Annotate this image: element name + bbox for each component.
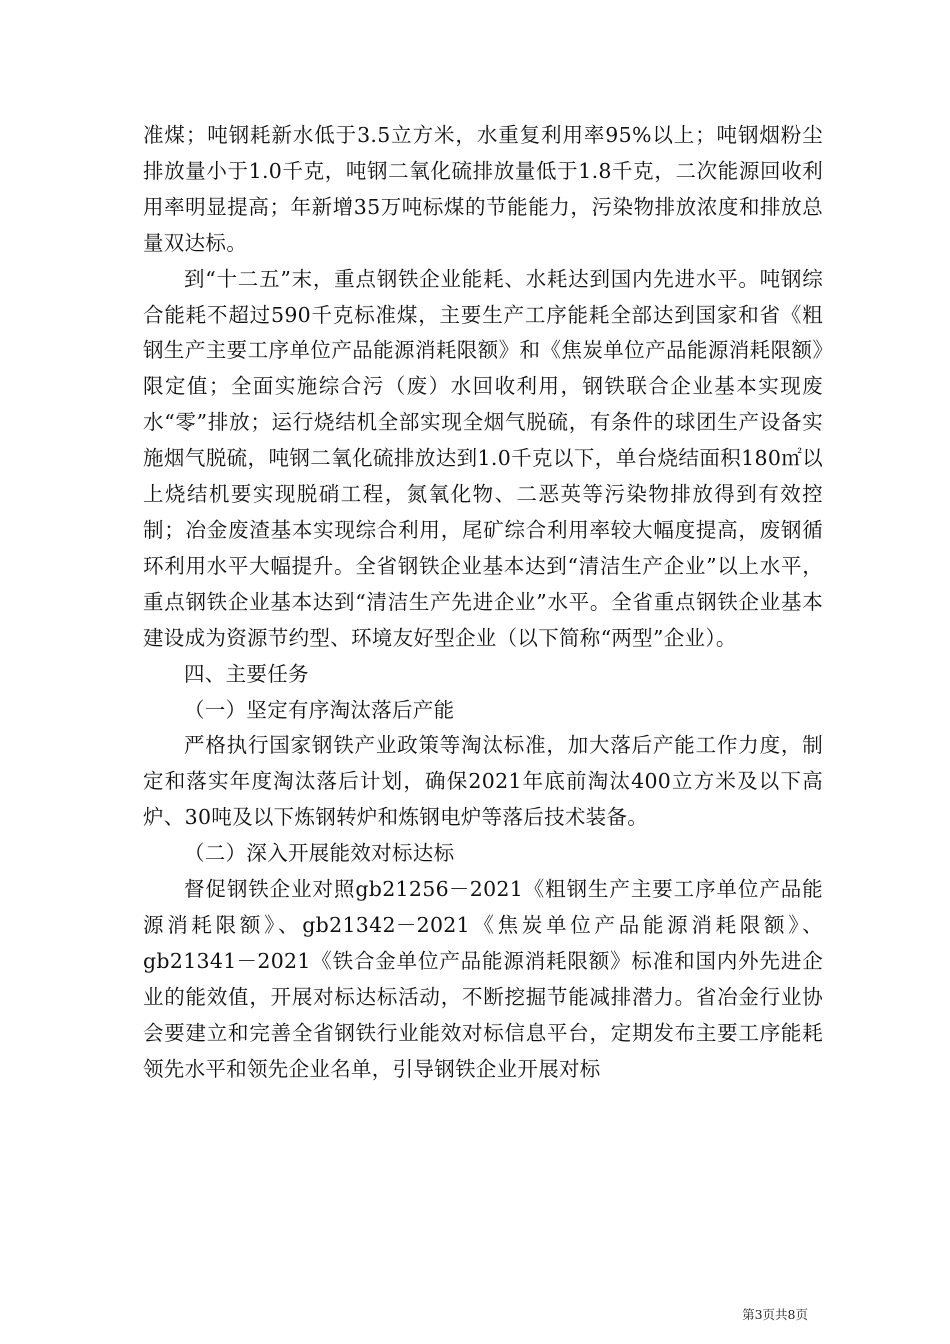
document-body — [143, 118, 823, 1087]
subsection-heading-eliminate-capacity: （一）坚定有序淘汰落后产能 — [184, 697, 455, 722]
paragraph-eliminate-capacity: 严格执行国家钢铁产业政策等淘汰标准，加大落后产能工作力度，制定和落实年度淘汰落后计划，确保2021年底前淘汰400立方米及以下高炉、30吨及以下炼钢转炉和炼钢电炉等落后技术装备。 — [143, 733, 823, 830]
subsection-heading-efficiency-benchmark: （二）深入开展能效对标达标 — [184, 841, 455, 866]
paragraph-energy-targets: 到“十二五”末，重点钢铁企业能耗、水耗达到国内先进水平。吨钢综合能耗不超过590千克标准煤，主要生产工序能耗全部达到国家和省《粗钢生产主要工序单位产品能源消耗限额》和《焦炭单位产品能源消耗限额》限定值；全面实施综合污（废）水回收利用，钢铁联合企业基本实现废水“零”排放；运行烧结机全部实现全烟气脱硫，有条件的球团生产设备实施烟气脱硫，吨钢二氧化硫排放达到1.0千克以下，单台烧结面积180㎡以上烧结机要实现脱硝工程，氮氧化物、二恶英等污染物排放得到有效控制；冶金废渣基本实现综合利用，尾矿综合利用率较大幅度提高，废钢循环利用水平大幅提升。全省钢铁企业基本达到“清洁生产企业”以上水平，重点钢铁企业基本达到“清洁生产先进企业”水平。全省重点钢铁企业基本建设成为资源节约型、环境友好型企业（以下简称“两型”企业）。 — [143, 266, 823, 650]
paragraph-efficiency-benchmark: 督促钢铁企业对照gb21256－2021《粗钢生产主要工序单位产品能源消耗限额》、gb21342－2021《焦炭单位产品能源消耗限额》、gb21341－2021《铁合金单位产品能源消耗限额》标准和国内外先进企业的能效值，开展对标达标活动，不断挖掘节能减排潜力。省冶金行业协会要建立和完善全省钢铁行业能效对标信息平台，定期发布主要工序能耗领先水平和领先企业名单，引导钢铁企业开展对标 — [143, 877, 823, 1081]
paragraph-continuation: 准煤；吨钢耗新水低于3.5立方米，水重复利用率95%以上；吨钢烟粉尘排放量小于1.0千克，吨钢二氧化硫排放量低于1.8千克，二次能源回收利用率明显提高；年新增35万吨标煤的节能能力，污染物排放浓度和排放总量双达标。 — [143, 123, 823, 255]
page-number-footer: 第3页共8页 — [742, 1307, 808, 1322]
section-heading-main-tasks: 四、主要任务 — [184, 661, 309, 686]
